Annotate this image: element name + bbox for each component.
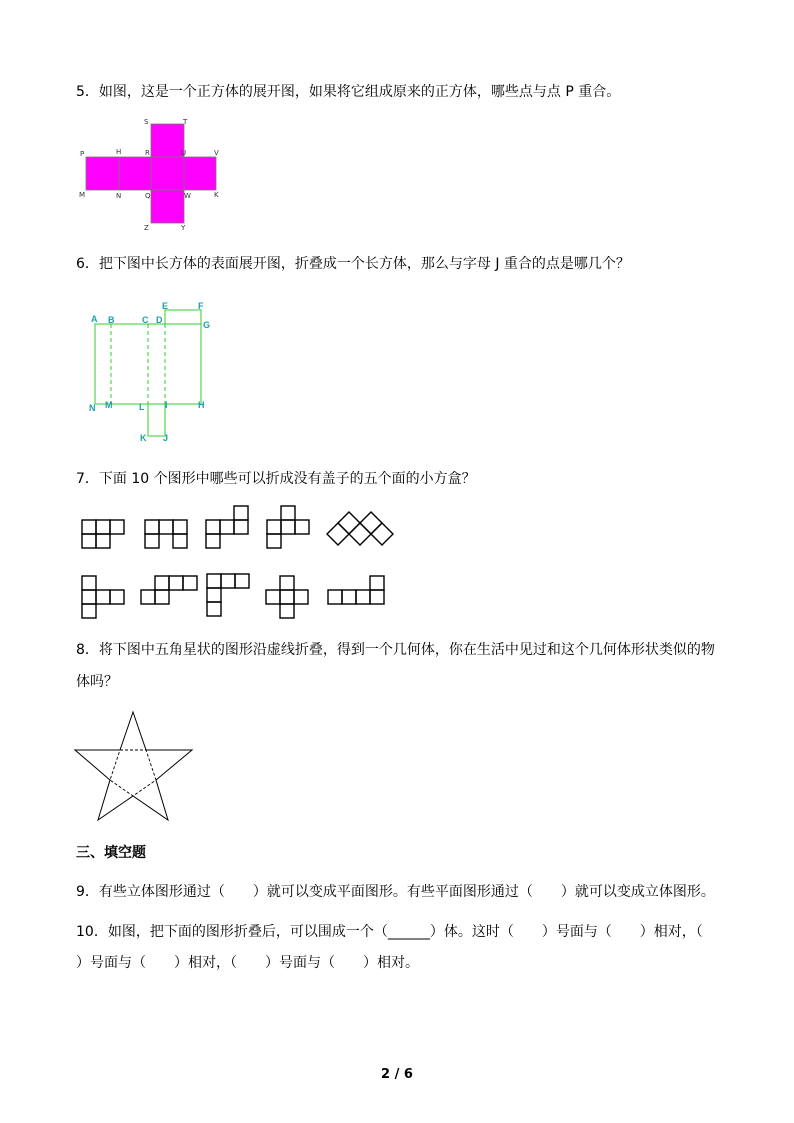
label-R: R: [145, 149, 150, 157]
star-outline: [75, 712, 192, 820]
label-J: J: [163, 433, 169, 443]
cube-net-figure: [76, 116, 236, 236]
label-T: T: [183, 118, 188, 126]
net-2: [145, 520, 187, 548]
question-5-text: 5．如图，这是一个正方体的展开图，如果将它组成原来的正方体，哪些点与点 P 重合。: [76, 84, 621, 100]
label-P: P: [80, 150, 85, 158]
net-6: [82, 576, 124, 618]
label-H: H: [116, 148, 122, 156]
net-face-2: [119, 157, 151, 190]
net-4: [267, 506, 309, 548]
label-K: K: [140, 433, 147, 443]
net-8: [207, 574, 249, 616]
net-1: [82, 520, 124, 548]
label-I: I: [165, 400, 168, 410]
label-L: L: [139, 402, 145, 412]
label-C: C: [142, 315, 149, 325]
pentagram-net-figure: [74, 710, 196, 822]
label-K: K: [214, 191, 219, 199]
question-10-text-line2: ）号面与（ ）相对，（ ）号面与（ ）相对。: [76, 955, 419, 971]
net-face-bottom: [151, 190, 184, 223]
page-number: 2 / 6: [381, 1067, 413, 1082]
question-8-text-line2: 体吗？: [76, 674, 118, 690]
label-G: G: [203, 320, 211, 330]
star-fold-lines: [110, 750, 156, 796]
label-N: N: [89, 403, 96, 413]
question-6-text: 6．把下图中长方体的表面展开图，折叠成一个长方体，那么与字母 J 重合的点是哪几个？: [76, 256, 630, 272]
label-Q: Q: [145, 192, 151, 200]
net-7: [141, 576, 197, 604]
label-Z: Z: [144, 224, 149, 232]
label-V: V: [214, 149, 219, 157]
label-M: M: [105, 400, 113, 410]
net-face-3: [151, 157, 184, 190]
label-M: M: [79, 191, 86, 199]
net-main-rect: [95, 324, 201, 404]
question-8-text-line1: 8．将下图中五角星状的图形沿虚线折叠，得到一个几何体，你在生活中见过和这个几何体形状类似的物: [76, 642, 715, 658]
net-3: [206, 506, 248, 548]
net-10: [328, 576, 384, 604]
net-face-4: [184, 157, 216, 190]
net-9: [266, 576, 308, 618]
net-face-1: [86, 157, 119, 190]
question-7-text: 7．下面 10 个图形中哪些可以折成没有盖子的五个面的小方盒？: [76, 471, 476, 487]
nets-figure-row-1: [80, 505, 400, 555]
label-E: E: [162, 301, 169, 311]
section-title: 三、填空题: [76, 845, 146, 861]
label-D: D: [156, 315, 163, 325]
net-face-top: [151, 124, 187, 157]
net-5: [327, 512, 393, 545]
label-Y: Y: [181, 224, 186, 232]
label-N: N: [116, 192, 122, 200]
label-B: B: [108, 315, 115, 325]
label-F: F: [198, 301, 204, 311]
question-10-text-line1: 10．如图，把下面的图形折叠后，可以围成一个（______）体。这时（ ）号面与（ ）相对，（: [76, 924, 703, 940]
nets-figure-row-2: [80, 570, 400, 622]
label-U: U: [181, 149, 187, 157]
label-A: A: [91, 314, 98, 324]
net-bottom-flap: [148, 404, 165, 436]
label-H: H: [198, 400, 205, 410]
label-W: W: [184, 192, 191, 200]
net-top-flap: [165, 310, 201, 324]
cuboid-net-figure: [86, 298, 226, 448]
question-9-text: 9．有些立体图形通过（ ）就可以变成平面图形。有些平面图形通过（ ）就可以变成立体图形。: [76, 884, 715, 900]
label-S: S: [144, 118, 149, 126]
